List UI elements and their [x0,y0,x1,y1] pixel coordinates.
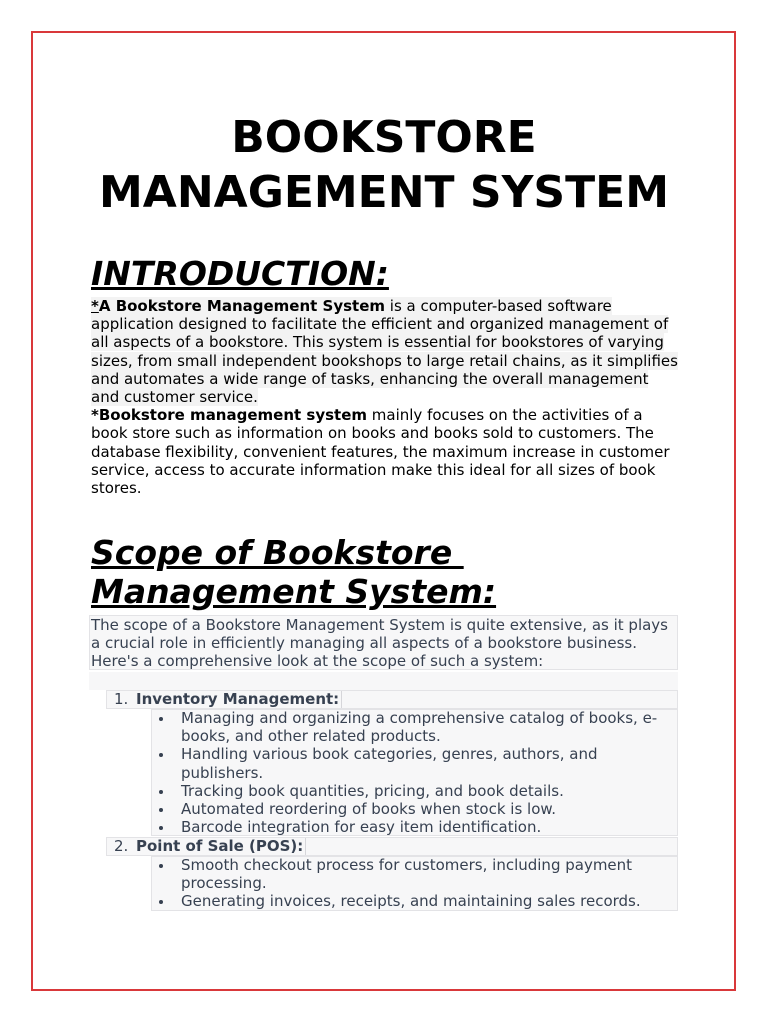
introduction-text [91,297,681,497]
list-item: Tracking book quantities, pricing, and book details. [181,782,676,800]
title-line-1: BOOKSTORE [231,112,537,163]
section-heading-inventory [106,690,678,709]
scope-heading [91,533,691,611]
section-number: 1. [114,690,129,708]
list-item: Barcode integration for easy item identification. [181,818,676,836]
intro-paragraph-1 [91,297,678,406]
list-item: Smooth checkout process for customers, including payment processing. [181,856,676,892]
intro-star: * [91,297,99,315]
scope-heading-line-1: Scope of Bookstore [91,533,464,572]
intro-paragraph-1-text: is a computer-based software application designed to facilitate the efficient and organized management of all aspects of a bookstore. This system is essential for bookstores of varying sizes, from small independent bookshops to large retail chains, as it simplifies and automates a wide range of tasks, enhancing the overall management and customer service. [91,297,678,407]
section-heading-pos [106,837,678,856]
pos-list [181,856,676,911]
list-item: Managing and organizing a comprehensive catalog of books, e-books, and other related products. [181,709,676,745]
intro-bold-term-2: *Bookstore management system [91,406,368,425]
section-number: 2. [114,837,129,855]
title-line-2: MANAGEMENT SYSTEM [99,167,669,218]
introduction-heading: INTRODUCTION: [91,254,389,293]
list-item: Automated reordering of books when stock is low. [181,800,676,818]
scope-intro-text: The scope of a Bookstore Management System is quite extensive, as it plays a crucial role in efficiently managing all aspects of a bookstore business. Here's a comprehensive look at the scope of such a system: [91,616,669,671]
scope-heading-line-2: Management System: [91,572,497,611]
document-title [60,110,708,220]
inventory-list [181,709,676,836]
scope-spacer [89,672,678,690]
section-label: Point of Sale (POS): [136,838,306,855]
section-label: Inventory Management: [136,691,342,708]
intro-bold-term-1: A Bookstore Management System [98,297,386,315]
list-item: Generating invoices, receipts, and maintaining sales records. [181,892,676,910]
list-item: Handling various book categories, genres, authors, and publishers. [181,745,676,781]
intro-paragraph-2-text: mainly focuses on the activities of a book store such as information on books and books sold to customers. The database flexibility, convenient features, the maximum increase in customer service, access to accurate information make this ideal for all sizes of book stores. [91,406,670,498]
